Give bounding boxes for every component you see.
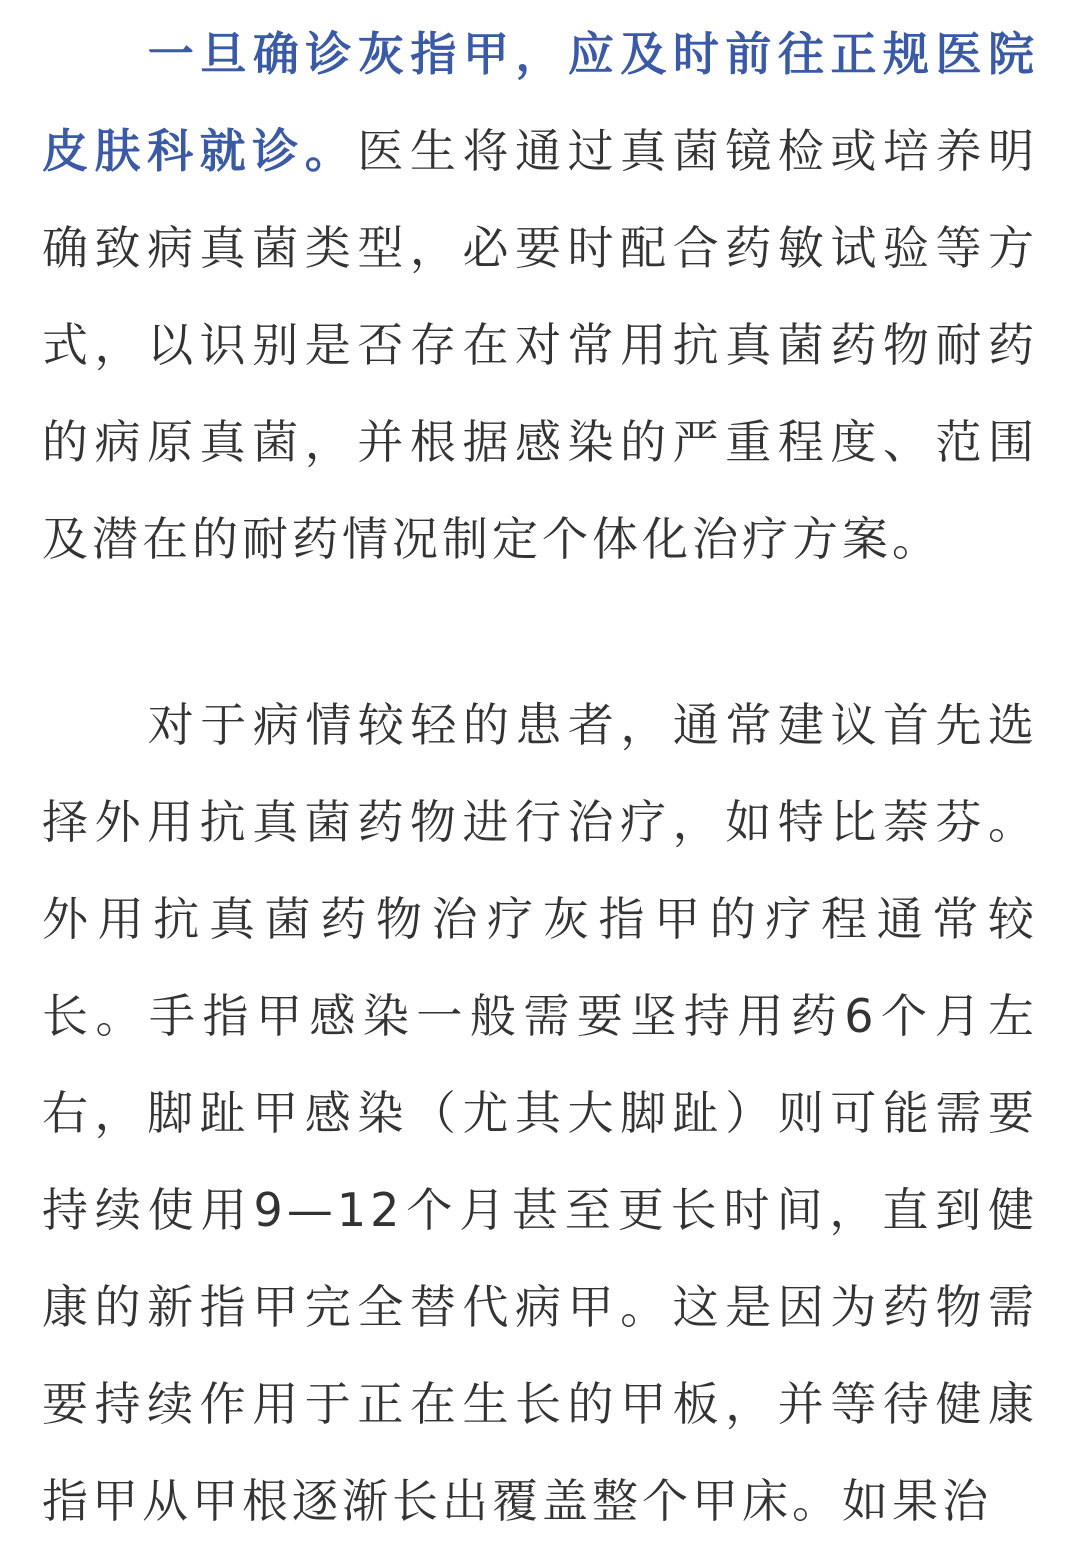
highlight-text: 一旦确诊灰指甲，应及时前往正规医院皮肤科就诊。 [42, 27, 1038, 178]
article-body [42, 0, 1038, 1550]
paragraph-text: 医生将通过真菌镜检或培养明确致病真菌类型，必要时配合药敏试验等方式，以识别是否存在对常用抗真菌药物耐药的病原真菌，并根据感染的严重程度、范围及潜在的耐药情况制定个体化治疗方案。 [42, 124, 1039, 566]
paragraph-diagnosis [42, 6, 1038, 588]
paragraph-treatment [42, 677, 1038, 1550]
paragraph-text: 对于病情较轻的患者，通常建议首先选择外用抗真菌药物进行治疗，如特比萘芬。外用抗真菌药物治疗灰指甲的疗程通常较长。手指甲感染一般需要坚持用药6个月左右，脚趾甲感染（尤其大脚趾）则可能需要持续使用9—12个月甚至更长时间，直到健康的新指甲完全替代病甲。这是因为药物需要持续作用于正在生长的甲板，并等待健康指甲从甲根逐渐长出覆盖整个甲床。如果治 [42, 698, 1038, 1528]
